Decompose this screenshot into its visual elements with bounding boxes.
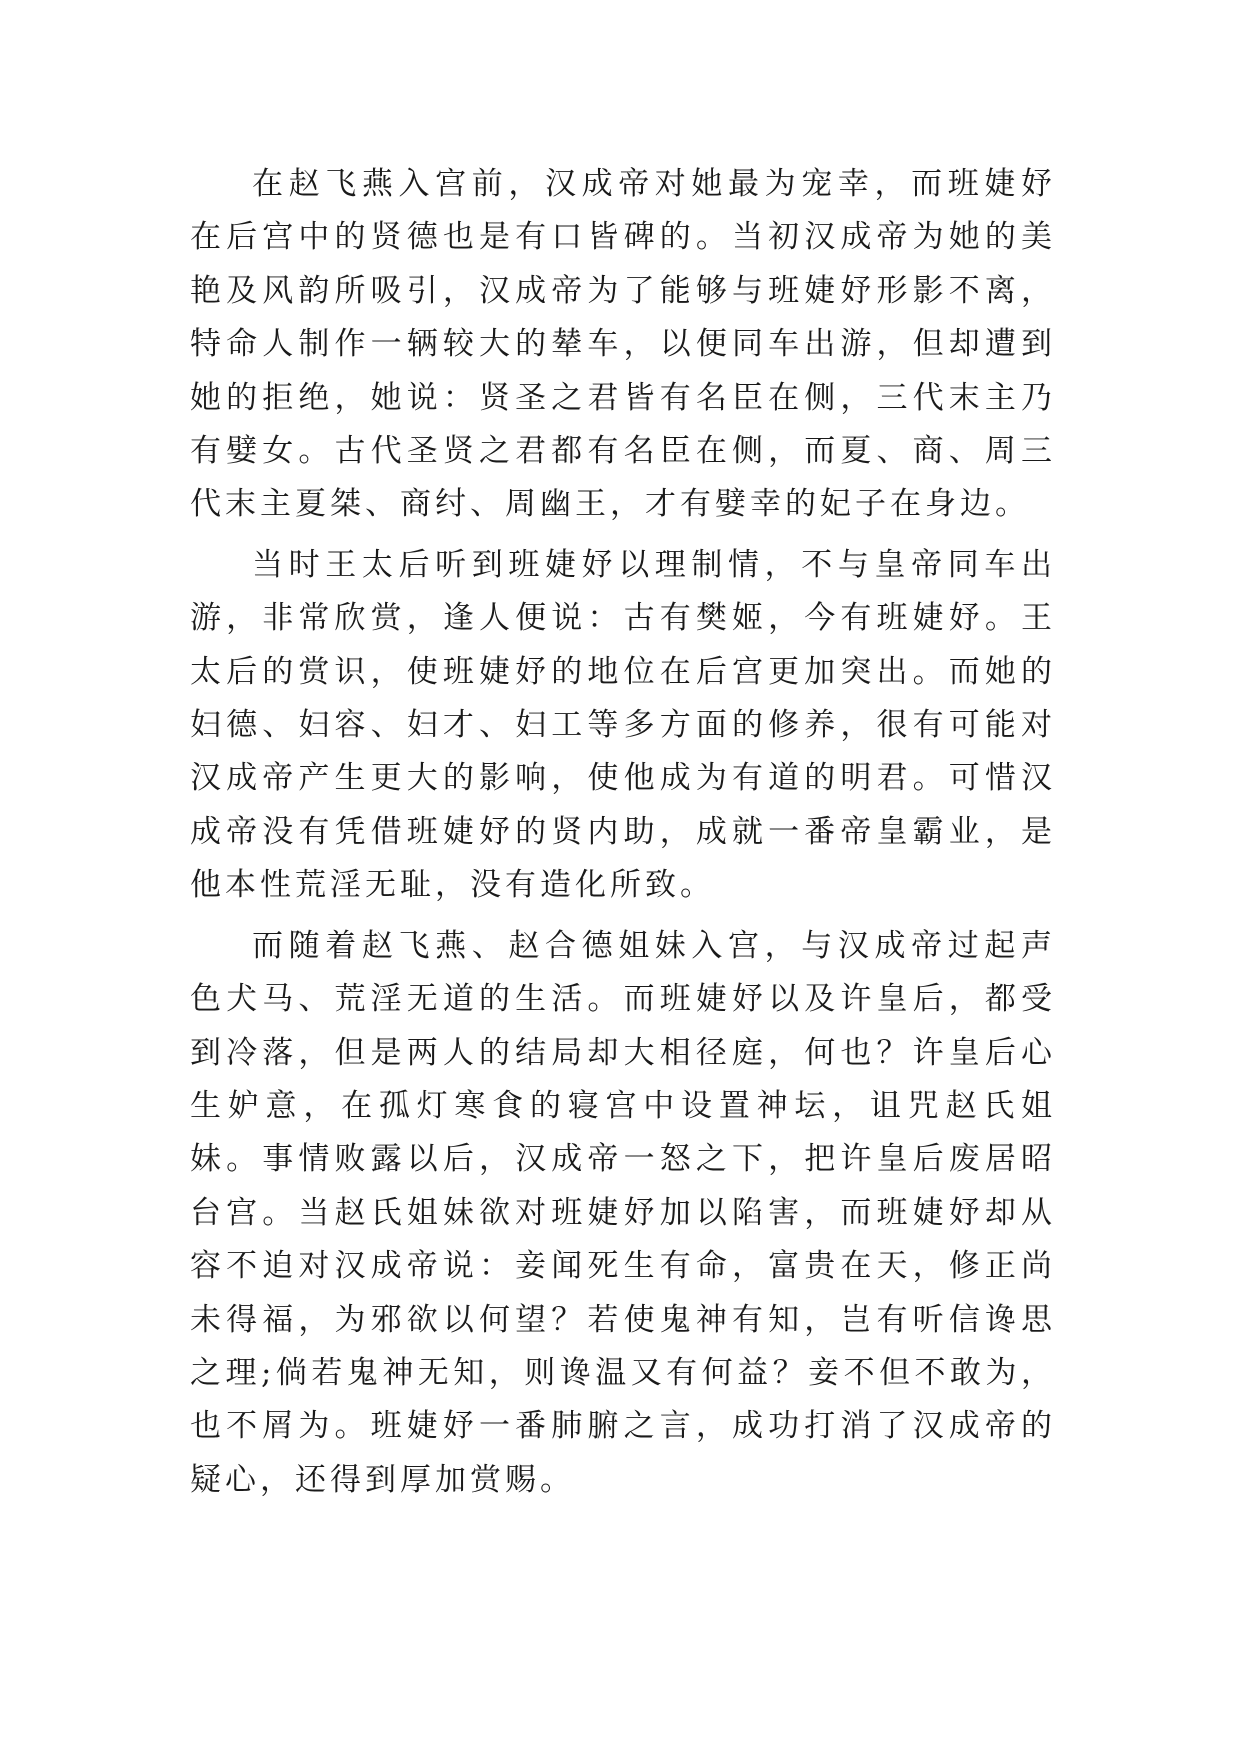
body-text bbox=[190, 158, 1056, 1514]
paragraph-1: 在赵飞燕入宫前，汉成帝对她最为宠幸，而班婕妤在后宫中的贤德也是有口皆碑的。当初汉成帝为她的美艳及风韵所吸引，汉成帝为了能够与班婕妤形影不离，特命人制作一辆较大的辇车，以便同车出游，但却遭到她的拒绝，她说：贤圣之君皆有名臣在侧，三代末主乃有嬖女。古代圣贤之君都有名臣在侧，而夏、商、周三代末主夏桀、商纣、周幽王，才有嬖幸的妃子在身边。 bbox=[190, 166, 1056, 523]
paragraph-3: 而随着赵飞燕、赵合德姐妹入宫，与汉成帝过起声色犬马、荒淫无道的生活。而班婕妤以及许皇后，都受到冷落，但是两人的结局却大相径庭，何也？许皇后心生妒意，在孤灯寒食的寝宫中设置神坛，诅咒赵氏姐妹。事情败露以后，汉成帝一怒之下，把许皇后废居昭台宫。当赵氏姐妹欲对班婕妤加以陷害，而班婕妤却从容不迫对汉成帝说：妾闻死生有命，富贵在天，修正尚未得福，为邪欲以何望？若使鬼神有知，岂有听信谗思之理;倘若鬼神无知，则谗温又有何益？妾不但不敢为，也不屑为。班婕妤一番肺腑之言，成功打消了汉成帝的疑心，还得到厚加赏赐。 bbox=[190, 927, 1056, 1498]
paragraph-2: 当时王太后听到班婕妤以理制情，不与皇帝同车出游，非常欣赏，逢人便说：古有樊姬，今有班婕妤。王太后的赏识，使班婕妤的地位在后宫更加突出。而她的妇德、妇容、妇才、妇工等多方面的修养，很有可能对汉成帝产生更大的影响，使他成为有道的明君。可惜汉成帝没有凭借班婕妤的贤内助，成就一番帝皇霸业，是他本性荒淫无耻，没有造化所致。 bbox=[190, 546, 1056, 904]
